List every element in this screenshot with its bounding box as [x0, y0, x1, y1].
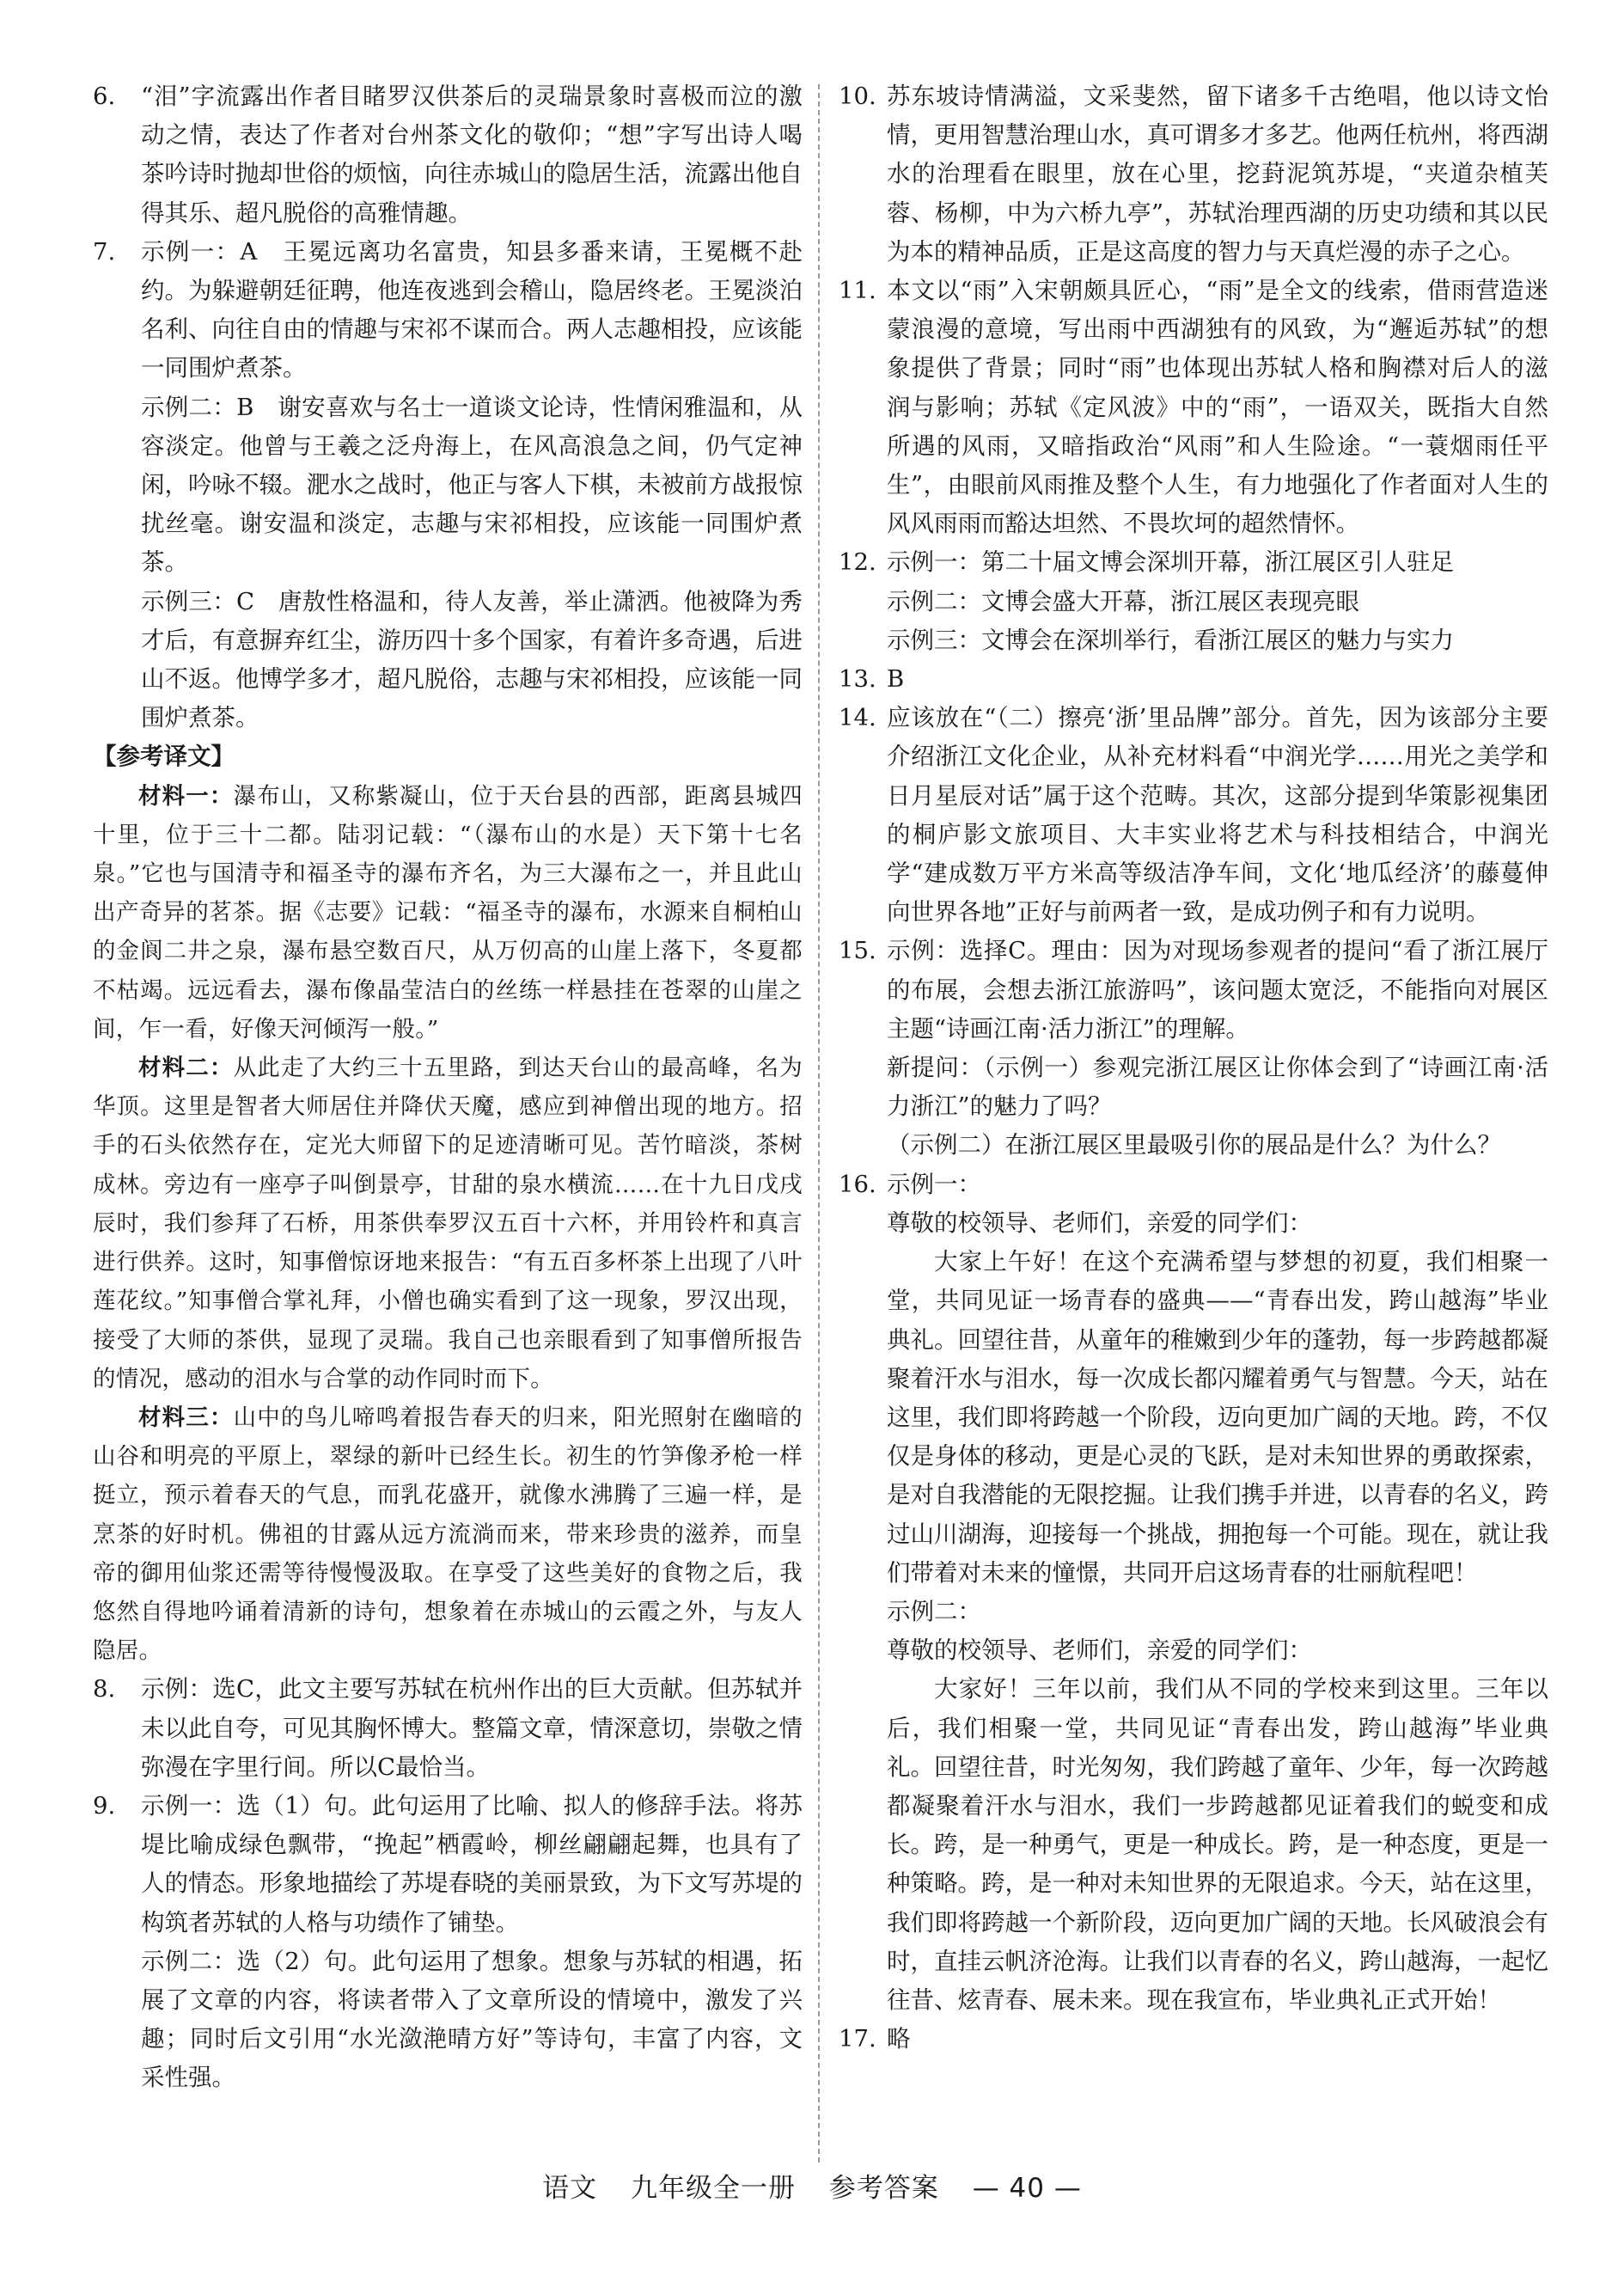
- material-2: [93, 1049, 803, 1398]
- example-3: 示例三：文博会在深圳举行，看浙江展区的魅力与实力: [887, 626, 1454, 654]
- answer-text: 示例：选择C。理由：因为对现场参观者的提问“看了浙江展厅的布展，会想去浙江旅游吗”，该问题太宽泛，不能指向对展区主题“诗画江南·活力浙江”的理解。: [887, 937, 1548, 1043]
- page-number: — 40 —: [972, 2173, 1082, 2204]
- example-2: 示例二：选（2）句。此句运用了想象。想象与苏轼的相遇，拓展了文章的内容，将读者带入了文章所设的情境中，激发了兴趣；同时后文引用“水光潋滟晴方好”等诗句，丰富了内容，文采性强。: [141, 1947, 803, 2092]
- example-2-label: 示例二：: [887, 1597, 981, 1625]
- question-number: 7.: [93, 237, 116, 266]
- column-divider: [818, 84, 820, 2163]
- left-column: [93, 77, 803, 2098]
- answer-6: [93, 77, 803, 233]
- example-2: 示例二：文博会盛大开幕，浙江展区表现亮眼: [887, 587, 1359, 615]
- material-3: [93, 1398, 803, 1670]
- example-1: 示例一：选（1）句。此句运用了比喻、拟人的修辞手法。将苏堤比喻成绿色飘带，“挽起”栖霞岭，柳丝翩翩起舞，也具有了人的情态。形象地描绘了苏堤春晓的美丽景致，为下文写苏堤的构筑者苏轼的人格与功绩作了铺垫。: [141, 1791, 803, 1936]
- answer-text: 本文以“雨”入宋朝颇具匠心，“雨”是全文的线索，借雨营造迷蒙浪漫的意境，写出雨中西湖独有的风致，为“邂逅苏轼”的想象提供了背景；同时“雨”也体现出苏轼人格和胸襟对后人的滋润与影响；苏轼《定风波》中的“雨”，一语双关，既指大自然所遇的风雨，又暗指政治“风雨”和人生险途。“一蓑烟雨任平生”，由眼前风雨推及整个人生，有力地强化了作者面对人生的风风雨雨而豁达坦然、不畏坎坷的超然情怀。: [887, 277, 1548, 538]
- question-number: 12.: [839, 548, 876, 577]
- question-number: 9.: [93, 1791, 116, 1820]
- question-number: 6.: [93, 83, 116, 110]
- reference-translation: [93, 737, 803, 1670]
- material-text: 从此走了大约三十五里路，到达天台山的最高峰，名为华顶。这里是智者大师居住并降伏天魔，感应到神僧出现的地方。招手的石头依然存在，定光大师留下的足迹清晰可见。苦竹暗淡，茶树成林。旁边有一座亭子叫倒景亭，甘甜的泉水横流……在十九日戊戌辰时，我们参拜了石桥，用茶供奉罗汉五百十六杯，并用铃杵和真言进行供养。这时，知事僧惊讶地来报告：“有五百多杯茶上出现了八叶莲花纹。”知事僧合掌礼拜，小僧也确实看到了这一现象，罗汉出现，接受了大师的茶供，显现了灵瑞。我自己也亲眼看到了知事僧所报告的情况，感动的泪水与合掌的动作同时而下。: [93, 1055, 803, 1392]
- new-question-1: 新提问：（示例一）参观完浙江展区让你体会到了“诗画江南·活力浙江”的魅力了吗？: [887, 1054, 1548, 1121]
- answer-16: [839, 1165, 1548, 2020]
- example-1: 示例一：第二十届文博会深圳开幕，浙江展区引人驻足: [887, 548, 1454, 577]
- material-text: 瀑布山，又称紫凝山，位于天台县的西部，距离县城四十里，位于三十二都。陆羽记载：“（瀑布山的水是）天下第十七名泉。”它也与国清寺和福圣寺的瀑布齐名，为三大瀑布之一，并且此山出产奇异的茗茶。据《志要》记载：“福圣寺的瀑布，水源来自桐柏山的金阆二井之泉，瀑布悬空数百尺，从万仞高的山崖上落下，冬夏都不枯竭。远远看去，瀑布像晶莹洁白的丝练一样悬挂在苍翠的山崖之间，乍一看，好像天河倾泻一般。”: [93, 782, 803, 1043]
- answer-10: [839, 77, 1548, 272]
- answer-text: 示例：选C，此文主要写苏轼在杭州作出的巨大贡献。但苏轼并未以此自夸，可见其胸怀博大。整篇文章，情深意切，崇敬之情弥漫在字里行间。所以C最恰当。: [141, 1675, 803, 1781]
- answer-15: [839, 932, 1548, 1165]
- answer-8: [93, 1670, 803, 1787]
- example-3: 示例三：C 唐敖性格温和，待人友善，举止潇洒。他被降为秀才后，有意摒弃红尘，游历四十多个国家，有着许多奇遇，后进山不返。他博学多才，超凡脱俗，志趣与宋祁相投，应该能一同围炉煮茶。: [141, 587, 803, 732]
- answer-17: [839, 2020, 1548, 2059]
- answer-text: “泪”字流露出作者目睹罗汉供茶后的灵瑞景象时喜极而泣的激动之情，表达了作者对台州茶文化的敬仰；“想”字写出诗人喝茶吟诗时抛却世俗的烦恼，向往赤城山的隐居生活，流露出他自得其乐、超凡脱俗的高雅情趣。: [141, 83, 803, 227]
- question-number: 13.: [839, 665, 876, 694]
- question-number: 16.: [839, 1170, 876, 1198]
- example-1-greeting: 尊敬的校领导、老师们，亲爱的同学们：: [887, 1208, 1312, 1237]
- example-1-label: 示例一：: [887, 1170, 981, 1198]
- question-number: 17.: [839, 2025, 876, 2053]
- answer-13: [839, 660, 1548, 699]
- answer-12: [839, 543, 1548, 660]
- example-2-greeting: 尊敬的校领导、老师们，亲爱的同学们：: [887, 1636, 1312, 1665]
- footer-grade: 九年级全一册: [630, 2173, 796, 2204]
- answer-text: 略: [887, 2025, 911, 2053]
- footer-section: 参考答案: [828, 2173, 939, 2204]
- material-label: 材料三：: [138, 1404, 234, 1431]
- question-number: 14.: [839, 704, 876, 732]
- answer-9: [93, 1787, 803, 2098]
- translation-title: 【参考译文】: [93, 743, 235, 771]
- answer-text: B: [887, 665, 905, 694]
- material-text: 山中的鸟儿啼鸣着报告春天的归来，阳光照射在幽暗的山谷和明亮的平原上，翠绿的新叶已经生长。初生的竹笋像矛枪一样挺立，预示着春天的气息，而乳花盛开，就像水沸腾了三遍一样，是烹茶的好时机。佛祖的甘露从远方流淌而来，带来珍贵的滋养，而皇帝的御用仙浆还需等待慢慢汲取。在享受了这些美好的食物之后，我悠然自得地吟诵着清新的诗句，想象着在赤城山的云霞之外，与友人隐居。: [93, 1404, 803, 1665]
- question-number: 10.: [839, 83, 876, 110]
- answer-text: 应该放在“（二）擦亮‘浙’里品牌”部分。首先，因为该部分主要介绍浙江文化企业，从补充材料看“中润光学……用光之美学和日月星辰对话”属于这个范畴。其次，这部分提到华策影视集团的桐庐影文旅项目、大丰实业将艺术与科技相结合，中润光学“建成数万平方米高等级洁净车间，文化‘地瓜经济’的藤蔓伸向世界各地”正好与前两者一致，是成功例子和有力说明。: [887, 704, 1548, 927]
- question-number: 8.: [93, 1675, 116, 1704]
- example-1-body: 大家上午好！在这个充满希望与梦想的初夏，我们相聚一堂，共同见证一场青春的盛典——“青春出发，跨山越海”毕业典礼。回望往昔，从童年的稚嫩到少年的蓬勃，每一步跨越都凝聚着汗水与泪水，每一次成长都闪耀着勇气与智慧。今天，站在这里，我们即将跨越一个阶段，迈向更加广阔的天地。跨，不仅仅是身体的移动，更是心灵的飞跃，是对未知世界的勇敢探索，是对自我潜能的无限挖掘。让我们携手并进，以青春的名义，跨过山川湖海，迎接每一个挑战，拥抱每一个可能。现在，就让我们带着对未来的憧憬，共同开启这场青春的壮丽航程吧！: [887, 1248, 1548, 1587]
- material-label: 材料二：: [138, 1055, 234, 1082]
- example-2-body: 大家好！三年以前，我们从不同的学校来到这里。三年以后，我们相聚一堂，共同见证“青春出发，跨山越海”毕业典礼。回望往昔，时光匆匆，我们跨越了童年、少年，每一次跨越都凝聚着汗水与泪水，我们一步跨越都见证着我们的蜕变和成长。跨，是一种勇气，更是一种成长。跨，是一种态度，更是一种策略。跨，是一种对未知世界的无限追求。今天，站在这里，我们即将跨越一个新阶段，迈向更加广阔的天地。长风破浪会有时，直挂云帆济沧海。让我们以青春的名义，跨山越海，一起忆往昔、炫青春、展未来。现在我宣布，毕业典礼正式开始！: [887, 1675, 1548, 2014]
- material-label: 材料一：: [138, 782, 234, 810]
- footer-subject: 语文: [542, 2173, 598, 2204]
- answer-11: [839, 272, 1548, 543]
- page-footer: [0, 2166, 1624, 2205]
- right-column: [839, 77, 1548, 2059]
- answer-14: [839, 699, 1548, 932]
- answer-7: [93, 233, 803, 738]
- example-1: 示例一：A 王冕远离功名富贵，知县多番来请，王冕概不赴约。为躲避朝廷征聘，他连夜逃到会稽山，隐居终老。王冕淡泊名利、向往自由的情趣与宋祁不谋而合。两人志趣相投，应该能一同围炉煮茶。: [141, 237, 803, 382]
- question-number: 11.: [839, 277, 876, 305]
- new-question-2: （示例二）在浙江展区里最吸引你的展品是什么？为什么？: [887, 1131, 1501, 1159]
- material-1: [93, 777, 803, 1049]
- question-number: 15.: [839, 937, 876, 965]
- answer-text: 苏东坡诗情满溢，文采斐然，留下诸多千古绝唱，他以诗文怡情，更用智慧治理山水，真可谓多才多艺。他两任杭州，将西湖水的治理看在眼里，放在心里，挖葑泥筑苏堤，“夹道杂植芙蓉、杨柳，中为六桥九亭”，苏轼治理西湖的历史功绩和其以民为本的精神品质，正是这高度的智力与天真烂漫的赤子之心。: [887, 83, 1548, 266]
- example-2: 示例二：B 谢安喜欢与名士一道谈文论诗，性情闲雅温和，从容淡定。他曾与王羲之泛舟海上，在风高浪急之间，仍气定神闲，吟咏不辍。淝水之战时，他正与客人下棋，未被前方战报惊扰丝毫。谢安温和淡定，志趣与宋祁相投，应该能一同围炉煮茶。: [141, 393, 803, 577]
